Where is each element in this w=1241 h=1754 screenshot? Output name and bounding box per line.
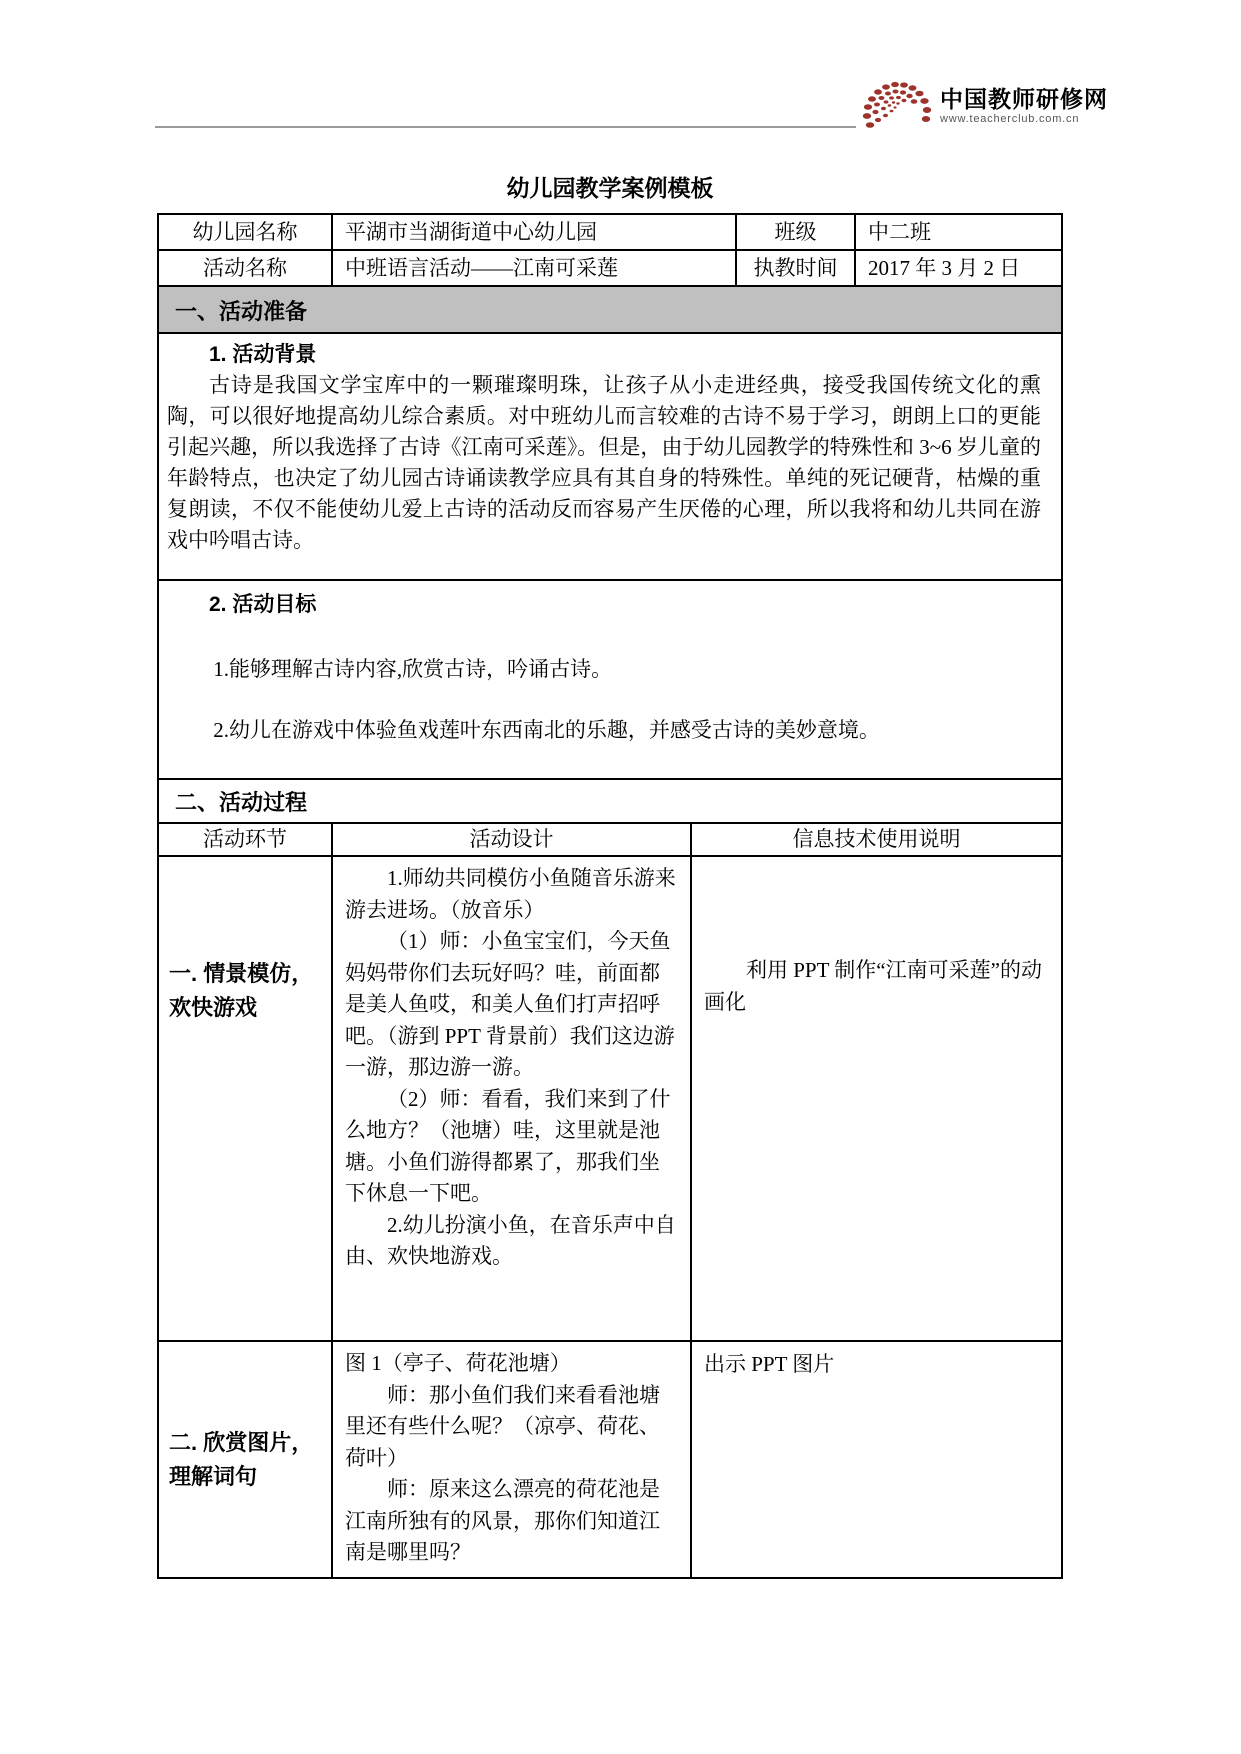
design-paragraph: （2）师：看看，我们来到了什么地方？（池塘）哇，这里就是池塘。小鱼们游得都累了，那我们坐下休息一下吧。 — [345, 1086, 671, 1205]
design-cell — [333, 1342, 692, 1577]
tech-column-header: 信息技术使用说明 — [792, 827, 961, 851]
teach-time-value: 2017 年 3 月 2 日 — [868, 256, 1021, 280]
stage-cell — [159, 1342, 333, 1577]
design-paragraph: 师：那小鱼们我们来看看池塘里还有些什么呢？（凉亭、荷花、荷叶） — [345, 1382, 660, 1470]
brand-logo — [856, 74, 1114, 136]
tech-cell — [692, 857, 1061, 1340]
class-label: 班级 — [737, 215, 856, 249]
design-paragraph: （1）师：小鱼宝宝们，今天鱼妈妈带你们去玩好吗？哇，前面都是美人鱼哎，和美人鱼们打声招呼吧。（游到 PPT 背景前）我们这边游一游，那边游一游。 — [345, 929, 675, 1079]
design-paragraph: 2.幼儿扮演小鱼，在音乐声中自由、欢快地游戏。 — [345, 1212, 676, 1268]
stage-label: 二. 欣赏图片，理解词句 — [169, 1429, 314, 1489]
design-paragraph: 1.师幼共同模仿小鱼随音乐游来游去进场。（放音乐） — [345, 866, 676, 922]
tech-paragraph: 出示 PPT 图片 — [704, 1352, 835, 1376]
activity-name-value: 中班语言活动——江南可采莲 — [333, 251, 737, 285]
design-paragraph: 师：原来这么漂亮的荷花池是江南所独有的风景，那你们知道江南是哪里吗？ — [345, 1477, 660, 1564]
goals-heading: 2. 活动目标 — [209, 593, 317, 616]
design-cell — [333, 857, 692, 1340]
stage-cell: 一. 情景模仿，欢快游戏 — [159, 857, 333, 1340]
tech-paragraph: 利用 PPT 制作“江南可采莲”的动画化 — [704, 958, 1042, 1014]
section-header-process: 二、活动过程 — [159, 780, 1061, 824]
goal-item: 1.能够理解古诗内容,欣赏古诗，吟诵古诗。 — [213, 657, 613, 681]
section-header-preparation: 一、活动准备 — [159, 287, 1061, 334]
kindergarten-name-label: 幼儿园名称 — [159, 215, 333, 249]
goal-item: 2.幼儿在游戏中体验鱼戏莲叶东西南北的乐趣，并感受古诗的美妙意境。 — [213, 718, 880, 742]
info-row-kindergarten — [159, 215, 1061, 251]
background-paragraph: 古诗是我国文学宝库中的一颗璀璨明珠，让孩子从小走进经典，接受我国传统文化的熏陶，可以很好地提高幼儿综合素质。对中班幼儿而言较难的古诗不易于学习，朗朗上口的更能引起兴趣，所以我选择了古诗《江南可采莲》。但是，由于幼儿园教学的特殊性和 3~6 岁儿童的年龄特点，也决定了幼儿园古诗诵读教学应具有其自身的特殊性。单纯的死记硬背，枯燥的重复朗读，不仅不能使幼儿爱上古诗的活动反而容易产生厌倦的心理，所以我将和幼儿共同在游戏中吟唱古诗。 — [167, 373, 1041, 552]
activity-background-cell — [159, 334, 1061, 581]
process-table-header — [159, 824, 1061, 857]
design-paragraph: 图 1（亭子、荷花池塘） — [345, 1351, 571, 1375]
design-column-header: 活动设计 — [333, 824, 692, 855]
stage-column-header: 活动环节 — [159, 824, 333, 855]
swirl-logo-icon — [862, 76, 932, 134]
brand-name: 中国教师研修网 — [940, 85, 1108, 112]
activity-goals-cell — [159, 581, 1061, 780]
class-value: 中二班 — [868, 220, 931, 244]
background-heading: 1. 活动背景 — [209, 343, 317, 366]
kindergarten-name-value: 平湖市当湖街道中心幼儿园 — [333, 215, 737, 249]
process-row-1 — [159, 857, 1061, 1342]
brand-url: www.teacherclub.com.cn — [940, 112, 1080, 125]
activity-name-label: 活动名称 — [159, 251, 333, 285]
case-template-table — [157, 213, 1063, 1579]
process-row-2 — [159, 1342, 1061, 1577]
tech-cell — [692, 1342, 1061, 1577]
info-row-activity — [159, 251, 1061, 287]
brand-text-block — [940, 86, 1108, 125]
document-title: 幼儿园教学案例模板 — [506, 175, 714, 201]
teach-time-label: 执教时间 — [737, 251, 856, 285]
